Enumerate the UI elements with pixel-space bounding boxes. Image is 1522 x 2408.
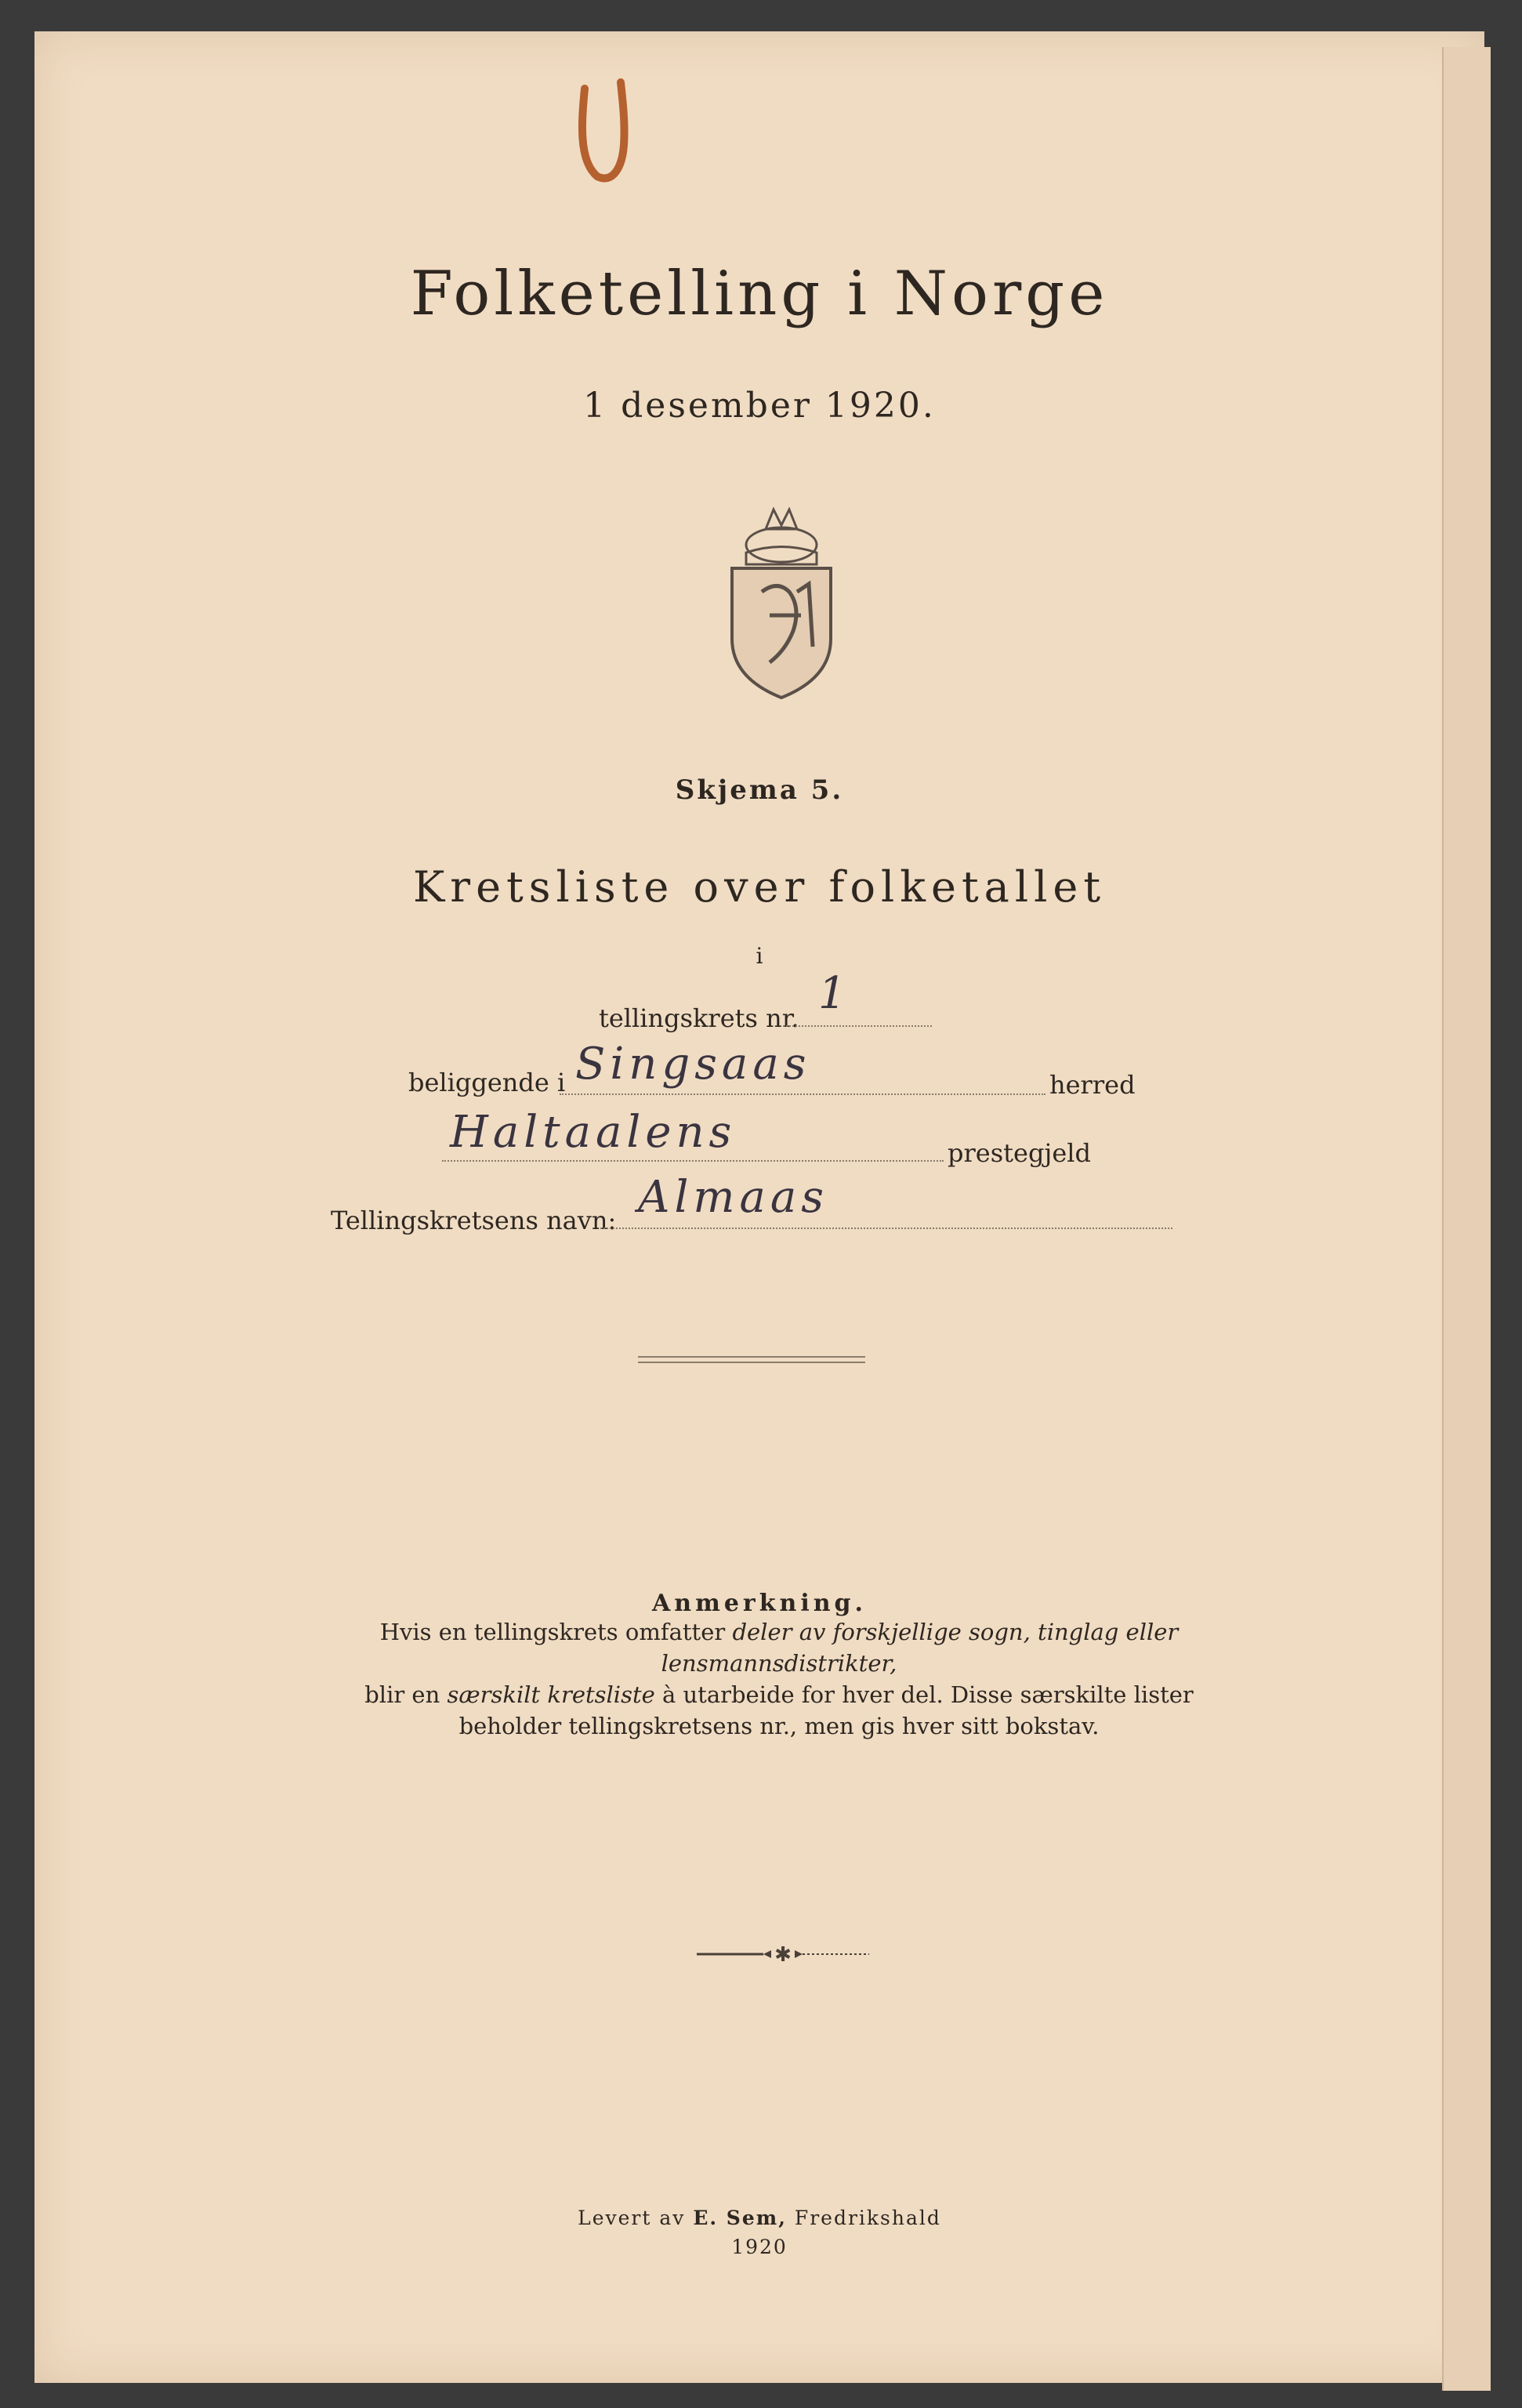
- prestegjeld-line: [442, 1160, 944, 1162]
- beliggende-value: Singsaas: [575, 1039, 811, 1090]
- printer-year: 1920: [731, 2236, 788, 2258]
- note-line-2: [270, 1679, 1288, 1710]
- printer-line: [34, 2207, 1484, 2229]
- navn-label: Tellingskretsens navn:: [331, 1206, 617, 1235]
- krets-line: [783, 1025, 932, 1027]
- document-page: [34, 31, 1484, 2383]
- note-line-3: beholder tellingskretsens nr., men gis hver sitt bokstav.: [458, 1713, 1100, 1739]
- note-line-1-b: deler av forskjellige sogn, tinglag eller lensmannsdistrikter,: [661, 1619, 1179, 1677]
- prestegjeld-value: Haltaalens: [450, 1107, 737, 1158]
- divider-bottom: [638, 1362, 865, 1363]
- printer-city: Fredrikshald: [786, 2207, 941, 2229]
- herred-label: herred: [1049, 1070, 1136, 1100]
- krets-label: tellingskrets nr.: [599, 1003, 799, 1033]
- divider-top: [638, 1356, 865, 1358]
- note-line-1: [270, 1616, 1288, 1679]
- note-text: [270, 1616, 1288, 1742]
- printer-name: E. Sem,: [693, 2207, 787, 2229]
- coat-of-arms-icon: [723, 506, 840, 702]
- krets-value: 1: [818, 968, 851, 1019]
- prestegjeld-label: prestegjeld: [948, 1138, 1091, 1168]
- census-date: 1 desember 1920.: [583, 386, 936, 426]
- form-heading: Kretsliste over folketallet: [412, 862, 1107, 912]
- note-line-1-a: Hvis en tellingskrets omfatter: [379, 1619, 733, 1645]
- printer-prefix: Levert av: [578, 2207, 694, 2229]
- page-title: Folketelling i Norge: [410, 259, 1109, 329]
- note-line-2-a: blir en: [364, 1681, 448, 1708]
- beliggende-line: [560, 1093, 1045, 1095]
- ornament-divider-icon: [693, 1942, 873, 1966]
- handwritten-u-mark: [567, 74, 638, 192]
- note-title: Anmerkning.: [652, 1590, 867, 1617]
- navn-value: Almaas: [638, 1172, 828, 1223]
- beliggende-label: beliggende i: [408, 1068, 566, 1097]
- navn-line: [600, 1228, 1172, 1229]
- note-line-2-b: særskilt kretsliste: [447, 1681, 655, 1708]
- schema-number: Skjema 5.: [675, 774, 844, 806]
- preposition-i: i: [756, 943, 763, 969]
- note-line-2-c: à utarbeide for hver del. Disse særskilte lister: [654, 1681, 1194, 1708]
- page-edge: [1442, 47, 1491, 2391]
- svg-text:✱: ✱: [774, 1943, 792, 1966]
